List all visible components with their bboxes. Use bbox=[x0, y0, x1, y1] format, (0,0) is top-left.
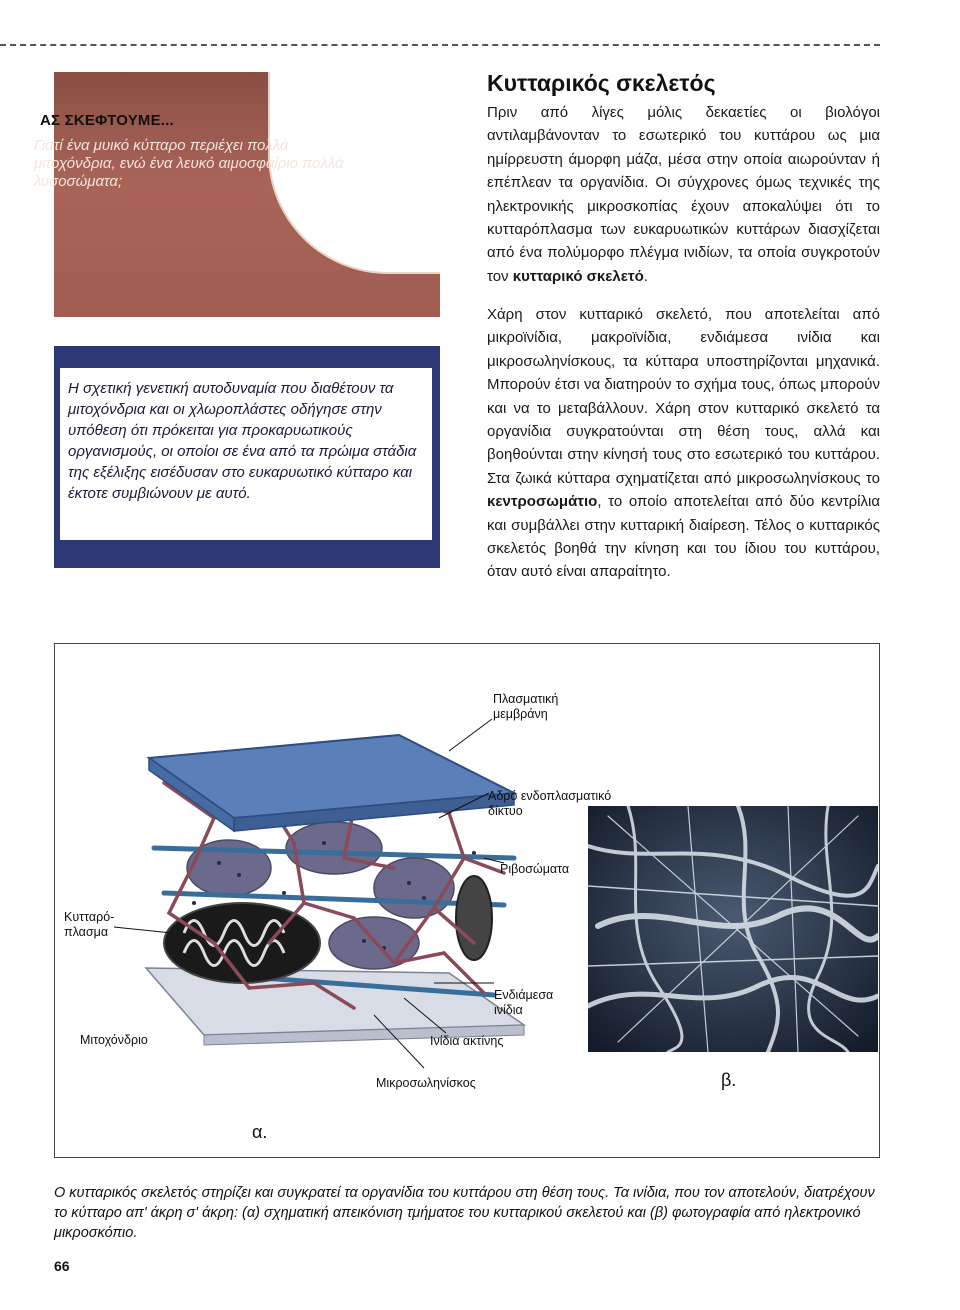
label-mitochondrion: Μιτοχόνδριο bbox=[80, 1033, 148, 1047]
side-note-box bbox=[54, 346, 440, 568]
term-centrosome: κεντροσωμάτιο bbox=[487, 493, 598, 511]
section-title: Κυτταρικός σκελετός bbox=[487, 70, 716, 96]
figure-caption: Ο κυτταρικός σκελετός στηρίζει και συγκρατεί τα οργανίδια του κυττάρου στη θέση τους. Τα ινίδια, που τον αποτελούν, διατρέχουν το κύτταρο απ' άκρη σ' άκρη: (α) σχηματική απεικόνιση τμήματοε του κυτταρικού σκελετού και (β) φωτογραφία από ηλεκτρονικό μικροσκόπιο. bbox=[54, 1185, 875, 1241]
label-er-2: δίκτυο bbox=[488, 804, 523, 818]
think-box-question: Γιατί ένα μυικό κύτταρο περιέχει πολλά μιτοχόνδρια, ενώ ένα λευκό αιμοσφαίριο πολλά λυσοσώματα; bbox=[34, 137, 344, 190]
page-number: 66 bbox=[54, 1258, 70, 1274]
label-intermediate-1: Ενδιάμεσα bbox=[494, 988, 554, 1002]
term-cytoskeleton: κυτταρικό σκελετό bbox=[512, 267, 644, 285]
paragraph-2-end: , το οποίο αποτελείται από δύο κεντρίλια και συμβάλλει στην κυτταρική διαίρεση. Τέλος ο κυτταρικός σκελετός βοηθά την κίνηση και του ίδιου του κυττάρου, όταν αυτό είναι απαραίτητο. bbox=[487, 493, 880, 581]
electron-micrograph bbox=[588, 806, 878, 1052]
label-ribosomes: Ριβοσώματα bbox=[500, 862, 570, 876]
label-cytoplasm-1: Κυτταρό- bbox=[64, 910, 115, 924]
label-actin-filaments: Ινίδια ακτίνης bbox=[430, 1034, 504, 1048]
think-box-title: ΑΣ ΣΚΕΦΤΟΥΜΕ... bbox=[40, 112, 174, 129]
panel-letter-a: α. bbox=[252, 1122, 268, 1142]
paragraph-1-text: Πριν από λίγες μόλις δεκαετίες οι βιολόγοι αντιλαμβάνονταν το εσωτερικό του κυττάρου ως μια ημίρρευστη άμορφη μάζα, μέσα στην οποία αιωρούνταν ή επέπλεαν τα οργανίδια. Οι σύγχρονες όμως τεχνικές της ηλεκτρονικής μικροσκοπίας έχουν αποκαλύψει ότι το κυτταρόπλασμα των ευκαρυωτικών κυττάρων διασχίζεται από ένα πολύμορφο πλέγμα ινιδίων, τα οποία συγκροτούν τον bbox=[487, 104, 880, 285]
side-note-panel bbox=[60, 368, 432, 540]
panel-letter-b: β. bbox=[721, 1070, 737, 1090]
paragraph-2-text: Χάρη στον κυτταρικό σκελετό, που αποτελείται από μικροϊνίδια, μακροϊνίδια, ενδιάμεσα ινίδια και μικροσωληνίσκους, τα κύτταρα υποστηρίζονται μηχανικά. Μπορούν έτσι να διατηρούν το σχήμα τους, όπως μπορούν και να το μεταβάλλουν. Χάρη στον κυτταρικό σκελετό τα οργανίδια συγκρατούνται στη θέση τους, αλλά και βοηθούνται στην κίνησή τους στο εσωτερικό του κυττάρου. Στα ζωικά κύτταρα σχηματίζεται από μικροσωληνίσκους το bbox=[487, 306, 880, 487]
top-dashed-rule bbox=[0, 44, 880, 46]
label-microtubule: Μικροσωληνίσκος bbox=[376, 1076, 476, 1090]
label-plasma-membrane-1: Πλασματική bbox=[493, 692, 559, 706]
paragraph-2 bbox=[487, 303, 880, 584]
label-plasma-membrane-2: μεμβράνη bbox=[493, 707, 548, 721]
label-intermediate-2: ινίδια bbox=[494, 1003, 523, 1017]
paragraph-1 bbox=[487, 101, 880, 288]
side-note-text: Η σχετική γενετική αυτοδυναμία που διαθέτουν τα μιτοχόνδρια και οι χλωροπλάστες οδήγησε στην υπόθεση ότι πρόκειται για προκαρυωτικούς οργανισμούς, οι οποίοι σε ένα από τα πρώιμα στάδια της εξέλιξης εισέδυσαν στο ευκαρυωτικό κύτταρο και έκτοτε συμβιώνουν με αυτό. bbox=[68, 380, 417, 502]
label-cytoplasm-2: πλασμα bbox=[64, 925, 109, 939]
think-box bbox=[54, 72, 440, 317]
label-er-1: Αδρό ενδοπλασματικό bbox=[488, 789, 612, 803]
paragraph-1-end: . bbox=[643, 267, 648, 285]
